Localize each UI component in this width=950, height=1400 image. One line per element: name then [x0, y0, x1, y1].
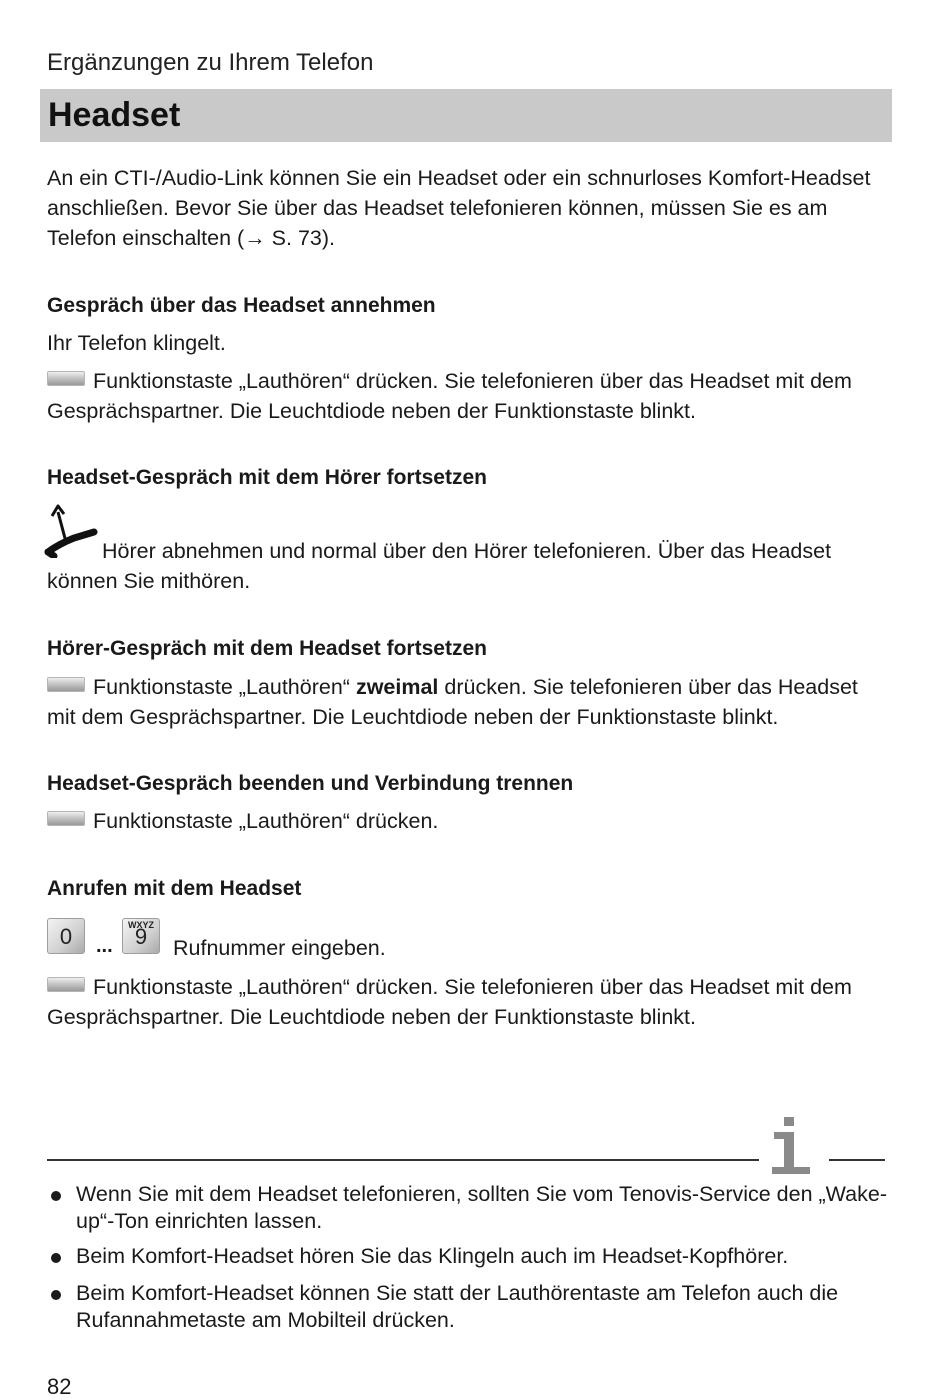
note-item [47, 1243, 892, 1270]
keypad-digit: 9 [134, 924, 148, 949]
step-continue-with-handset-text: Hörer abnehmen und normal über den Hörer telefonieren. Über das Headset können Sie mithören. [47, 539, 832, 593]
step-text-emphasis: zweimal [355, 675, 439, 699]
function-key-icon [47, 977, 85, 992]
step-answer-call [47, 366, 892, 426]
step-call-with-headset-text: Funktionstaste „Lauthören“ drücken. Sie telefonieren über das Headset mit dem Gesprächspartner. Die Leuchtdiode neben der Funktionstaste blinkt. [47, 975, 852, 1029]
keypad-range-ellipsis: ... [96, 935, 113, 957]
step-end-call [47, 806, 892, 836]
step-answer-call-text: Funktionstaste „Lauthören“ drücken. Sie telefonieren über das Headset mit dem Gesprächspartner. Die Leuchtdiode neben der Funktionstaste blinkt. [47, 369, 852, 423]
section-title-bar [40, 89, 892, 142]
page-number: 82 [47, 1374, 72, 1399]
step-continue-with-headset [47, 672, 892, 732]
keypad-letters: WXYZ [128, 920, 154, 930]
info-divider-left [47, 1159, 759, 1161]
step-call-with-headset [47, 972, 892, 1032]
keypad-digit: 0 [59, 924, 73, 949]
function-key-icon [47, 677, 85, 692]
step-end-call-text: Funktionstaste „Lauthören“ drücken. [93, 809, 439, 833]
heading-answer-call: Gespräch über das Headset annehmen [47, 294, 436, 317]
heading-call-with-headset: Anrufen mit dem Headset [47, 877, 302, 900]
section-title: Headset [48, 96, 181, 134]
keypad-key-0-icon [47, 918, 85, 954]
heading-end-call: Headset-Gespräch beenden und Verbindung trennen [47, 772, 574, 795]
keypad-key-9-icon [122, 918, 160, 954]
bullet-icon [51, 1290, 61, 1300]
info-divider-right [829, 1159, 885, 1161]
bullet-icon [51, 1191, 61, 1201]
step-continue-with-handset [47, 536, 892, 596]
ringing-text: Ihr Telefon klingelt. [47, 331, 226, 355]
note-text: Beim Komfort-Headset können Sie statt der Lauthörentaste am Telefon auch die Rufannahmetaste am Mobilteil drücken. [76, 1281, 839, 1332]
heading-continue-with-headset: Hörer-Gespräch mit dem Headset fortsetzen [47, 637, 487, 660]
function-key-icon [47, 371, 85, 386]
note-item [47, 1280, 892, 1334]
note-item [47, 1181, 892, 1235]
info-i-icon [766, 1113, 816, 1177]
function-key-icon [47, 811, 85, 826]
intro-paragraph: An ein CTI-/Audio-Link können Sie ein Headset oder ein schnurloses Komfort-Headset anschließen. Bevor Sie über das Headset telefonieren können, müssen Sie es am Telefon einschalten (→ S. 73). [47, 166, 871, 250]
heading-continue-with-handset: Headset-Gespräch mit dem Hörer fortsetzen [47, 466, 487, 489]
keypad-step-text: Rufnummer eingeben. [173, 936, 386, 960]
bullet-icon [51, 1253, 61, 1263]
step-text-part: drücken. Sie telefonieren über das Headset mit dem Gesprächspartner. Die Leuchtdiode neben der Funktionstaste blinkt. [47, 675, 858, 729]
note-text: Wenn Sie mit dem Headset telefonieren, sollten Sie vom Tenovis-Service den „Wake-up“-Ton einrichten lassen. [76, 1182, 888, 1233]
note-text: Beim Komfort-Headset hören Sie das Klingeln auch im Headset-Kopfhörer. [76, 1244, 789, 1268]
chapter-title: Ergänzungen zu Ihrem Telefon [47, 49, 374, 76]
step-text-part: Funktionstaste „Lauthören“ [93, 675, 356, 699]
